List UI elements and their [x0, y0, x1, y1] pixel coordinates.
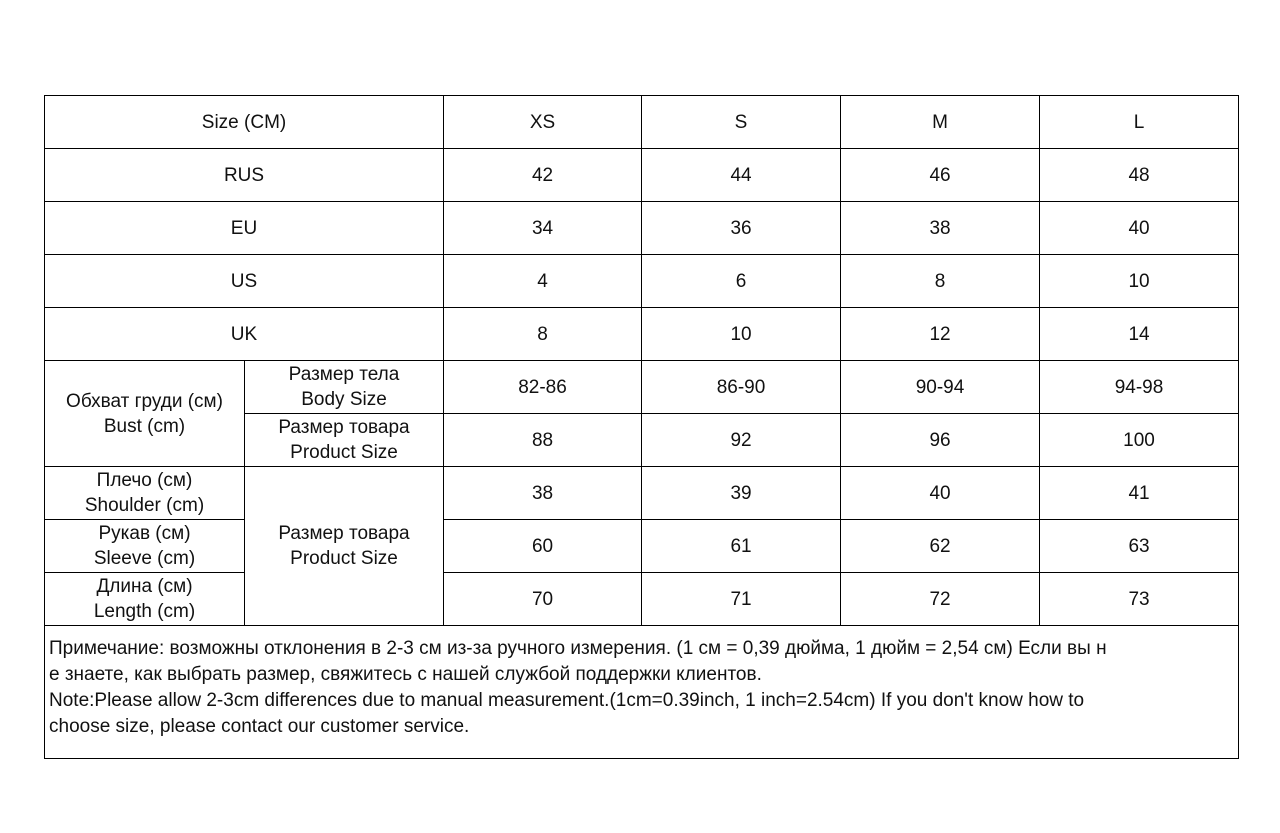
- table-cell: 44: [642, 149, 841, 202]
- table-cell: 96: [841, 414, 1040, 467]
- table-cell: 70: [444, 573, 642, 626]
- table-cell: 90-94: [841, 361, 1040, 414]
- row-label: UK: [45, 308, 444, 361]
- length-label-cell: [45, 573, 245, 626]
- table-cell: 73: [1040, 573, 1239, 626]
- table-cell: 46: [841, 149, 1040, 202]
- table-cell: 86-90: [642, 361, 841, 414]
- table-cell: 10: [642, 308, 841, 361]
- shoulder-label-en: Shoulder (cm): [84, 495, 205, 516]
- table-cell: 10: [1040, 255, 1239, 308]
- table-cell: 34: [444, 202, 642, 255]
- product-size-group-label-en: Product Size: [290, 548, 398, 569]
- product-size-label-en: Product Size: [290, 442, 398, 463]
- product-size-label-ru: Размер товара: [278, 417, 410, 438]
- table-cell: 61: [642, 520, 841, 573]
- note-en-line-1: Note:Please allow 2-3cm differences due to manual measurement.(1cm=0.39inch, 1 inch=2.54cm) If you don't know how to: [49, 690, 1085, 711]
- bust-label-en: Bust (cm): [103, 415, 186, 437]
- table-cell: 39: [642, 467, 841, 520]
- table-row-uk: [45, 308, 1239, 361]
- table-row-bust-body: [45, 361, 1239, 414]
- product-size-group-label-ru: Размер товара: [278, 523, 410, 544]
- body-size-label-cell: [245, 361, 444, 414]
- table-row-us: [45, 255, 1239, 308]
- table-cell: 8: [841, 255, 1040, 308]
- length-label-en: Length (cm): [93, 601, 196, 622]
- table-cell: 4: [444, 255, 642, 308]
- size-chart-table: [44, 95, 1239, 759]
- header-label-cell: Size (CM): [45, 96, 444, 149]
- table-cell: 41: [1040, 467, 1239, 520]
- table-cell: 60: [444, 520, 642, 573]
- bust-label-ru: Обхват груди (см): [66, 390, 223, 412]
- table-row-eu: [45, 202, 1239, 255]
- table-cell: 38: [841, 202, 1040, 255]
- table-row-shoulder: [45, 467, 1239, 520]
- size-header-m: M: [841, 96, 1040, 149]
- note-ru-line-2: е знаете, как выбрать размер, свяжитесь с нашей службой поддержки клиентов.: [49, 664, 762, 685]
- table-row-sleeve: [45, 520, 1239, 573]
- table-cell: 82-86: [444, 361, 642, 414]
- header-row: [45, 96, 1239, 149]
- table-cell: 36: [642, 202, 841, 255]
- shoulder-label-ru: Плечо (см): [96, 470, 193, 491]
- table-row-rus: [45, 149, 1239, 202]
- table-cell: 92: [642, 414, 841, 467]
- table-cell: 63: [1040, 520, 1239, 573]
- table-cell: 42: [444, 149, 642, 202]
- bust-label-cell: [45, 361, 245, 467]
- sleeve-label-ru: Рукав (см): [98, 523, 191, 544]
- table-cell: 12: [841, 308, 1040, 361]
- product-size-group-cell: [245, 467, 444, 626]
- table-cell: 40: [1040, 202, 1239, 255]
- table-cell: 40: [841, 467, 1040, 520]
- table-cell: 71: [642, 573, 841, 626]
- size-header-xs: XS: [444, 96, 642, 149]
- table-cell: 38: [444, 467, 642, 520]
- table-cell: 48: [1040, 149, 1239, 202]
- shoulder-label-cell: [45, 467, 245, 520]
- note-cell: [45, 626, 1239, 759]
- size-header-s: S: [642, 96, 841, 149]
- note-ru-line-1: Примечание: возможны отклонения в 2-3 см из-за ручного измерения. (1 см = 0,39 дюйма, 1 дюйм = 2,54 см) Если вы н: [49, 638, 1107, 659]
- table-cell: 88: [444, 414, 642, 467]
- body-size-label-ru: Размер тела: [288, 364, 400, 385]
- product-size-label-cell: [245, 414, 444, 467]
- table-cell: 8: [444, 308, 642, 361]
- table-cell: 6: [642, 255, 841, 308]
- table-cell: 62: [841, 520, 1040, 573]
- sleeve-label-en: Sleeve (cm): [93, 548, 196, 569]
- note-en-line-2: choose size, please contact our customer service.: [49, 716, 470, 737]
- body-size-label-en: Body Size: [301, 389, 387, 410]
- row-label: US: [45, 255, 444, 308]
- size-header-l: L: [1040, 96, 1239, 149]
- note-row: [45, 626, 1239, 759]
- table-cell: 72: [841, 573, 1040, 626]
- table-row-length: [45, 573, 1239, 626]
- table-cell: 14: [1040, 308, 1239, 361]
- sleeve-label-cell: [45, 520, 245, 573]
- row-label: EU: [45, 202, 444, 255]
- length-label-ru: Длина (см): [96, 576, 193, 597]
- table-cell: 100: [1040, 414, 1239, 467]
- table-cell: 94-98: [1040, 361, 1239, 414]
- row-label: RUS: [45, 149, 444, 202]
